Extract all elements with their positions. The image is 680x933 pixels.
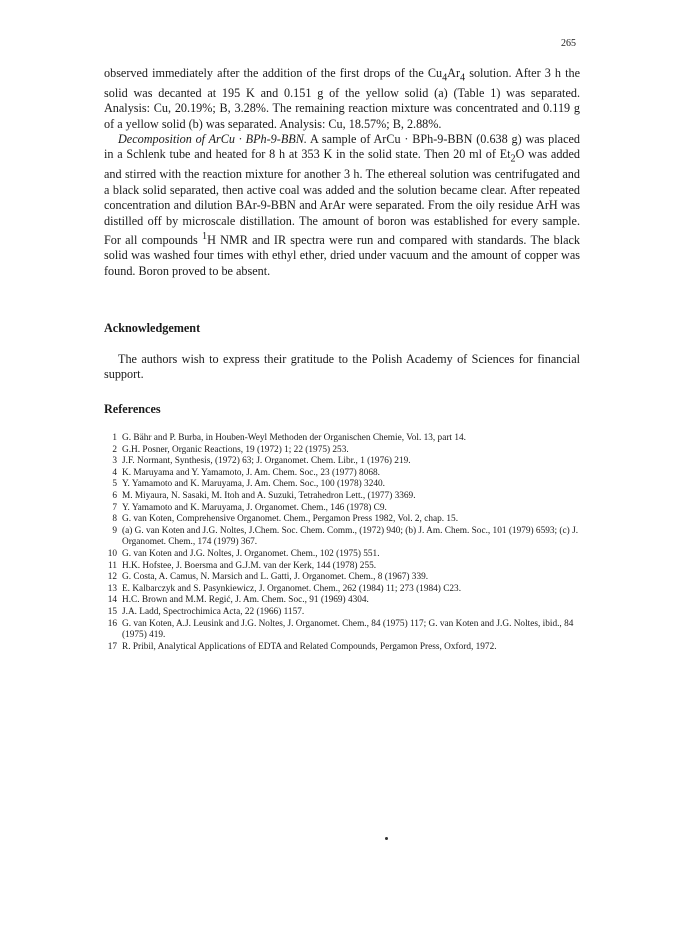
reference-text: G. van Koten and J.G. Noltes, J. Organomet. Chem., 102 (1975) 551. bbox=[122, 548, 380, 559]
reference-item bbox=[104, 514, 580, 526]
paragraph-text: observed immediately after the addition of the first drops of the Cu bbox=[104, 66, 443, 80]
reference-item bbox=[104, 526, 580, 549]
reference-item bbox=[104, 595, 580, 607]
reference-list bbox=[104, 433, 580, 653]
paragraph-text: A sample of ArCu · BPh-9-BBN (0.638 g) was placed in a Schlenk tube and heated for 8 h at 353 K in the solid state. Then 20 ml of Et bbox=[104, 132, 580, 162]
paragraph-experimental-continued bbox=[104, 66, 580, 132]
reference-number: 3 bbox=[112, 456, 117, 467]
reference-number: 13 bbox=[107, 583, 117, 594]
run-in-heading: Decomposition of ArCu · BPh-9-BBN. bbox=[118, 132, 307, 147]
reference-number: 10 bbox=[107, 548, 117, 559]
reference-number: 2 bbox=[112, 444, 117, 455]
acknowledgement-title: Acknowledgement bbox=[104, 321, 201, 335]
reference-text: M. Miyaura, N. Sasaki, M. Itoh and A. Suzuki, Tetrahedron Lett., (1977) 3369. bbox=[122, 490, 416, 501]
reference-number: 16 bbox=[107, 618, 117, 629]
subscript: 4 bbox=[442, 72, 448, 84]
reference-item bbox=[104, 572, 580, 584]
dot-mark bbox=[385, 837, 388, 840]
reference-text: J.F. Normant, Synthesis, (1972) 63; J. Organomet. Chem. Libr., 1 (1976) 219. bbox=[122, 456, 411, 467]
references-title: References bbox=[104, 402, 161, 416]
reference-item bbox=[104, 491, 580, 503]
reference-number: 1 bbox=[112, 433, 117, 443]
superscript: 1 bbox=[201, 230, 208, 242]
reference-text: H.C. Brown and M.M. Regić, J. Am. Chem. Soc., 91 (1969) 4304. bbox=[122, 595, 369, 606]
paragraph-text: solution. After 3 h the solid was decanted at 195 K and 0.151 g of the yellow solid (a) (Table 1) was separated. Analysis: Cu, 20.19%; B, 3.28%. The remaining reaction mixture was concentrated and 0.119 g of a yellow solid (b) was separated. Analysis: Cu, 18.57%; B, 2.88%. bbox=[104, 66, 580, 131]
subscript: 4 bbox=[460, 72, 466, 84]
reference-text: J.A. Ladd, Spectrochimica Acta, 22 (1966) 1157. bbox=[122, 606, 305, 617]
reference-text: K. Maruyama and Y. Yamamoto, J. Am. Chem. Soc., 23 (1977) 8068. bbox=[122, 467, 380, 478]
reference-item bbox=[104, 584, 580, 596]
reference-number: 14 bbox=[107, 595, 117, 606]
reference-item bbox=[104, 468, 580, 480]
reference-text: Y. Yamamoto and K. Maruyama, J. Am. Chem. Soc., 100 (1978) 3240. bbox=[122, 479, 385, 490]
reference-item bbox=[104, 607, 580, 619]
reference-item bbox=[104, 503, 580, 515]
reference-item bbox=[104, 479, 580, 491]
reference-text: Y. Yamamoto and K. Maruyama, J. Organomet. Chem., 146 (1978) C9. bbox=[122, 502, 387, 513]
reference-item bbox=[104, 642, 580, 654]
page-number: 265 bbox=[561, 38, 576, 49]
reference-number: 8 bbox=[112, 514, 117, 525]
reference-text: G. van Koten, A.J. Leusink and J.G. Noltes, J. Organomet. Chem., 84 (1975) 117; G. van Koten and J.G. Noltes, ibid., 84 (1975) 419. bbox=[122, 618, 574, 641]
reference-number: 4 bbox=[112, 467, 117, 478]
reference-item bbox=[104, 561, 580, 573]
reference-number: 5 bbox=[112, 479, 117, 490]
paragraph-text: H NMR and IR spectra were run and compared with standards. The black solid was washed four times with ethyl ether, dried under vacuum and the amount of copper was found. Boron proved to be absent. bbox=[104, 233, 581, 278]
reference-number: 17 bbox=[107, 641, 117, 652]
reference-number: 12 bbox=[107, 572, 117, 583]
subscript: 2 bbox=[510, 153, 516, 165]
paragraph-text: O was added and stirred with the reaction mixture for another 3 h. The ethereal solution was centrifugated and a black solid separated, then active coal was added and the solution became clear. After repeated concentration and dilution BAr-9-BBN and ArAr were separated. From the oily residue ArH was distilled off by microscale distillation. The amount of boron was established for every sample. For all compounds bbox=[104, 147, 581, 247]
reference-text: (a) G. van Koten and J.G. Noltes, J.Chem. Soc. Chem. Comm., (1972) 940; (b) J. Am. Chem. Soc., 101 (1979) 6593; (c) J. Organomet. Chem., 174 (1979) 367. bbox=[122, 525, 579, 548]
reference-number: 9 bbox=[112, 525, 117, 536]
reference-text: G.H. Posner, Organic Reactions, 19 (1972) 1; 22 (1975) 253. bbox=[122, 444, 349, 455]
reference-item bbox=[104, 445, 580, 457]
acknowledgement-text: The authors wish to express their gratitude to the Polish Academy of Sciences for financial support. bbox=[104, 352, 580, 382]
reference-text: G. Costa, A. Camus, N. Marsich and L. Gatti, J. Organomet. Chem., 8 (1967) 339. bbox=[122, 572, 429, 583]
reference-item bbox=[104, 456, 580, 468]
reference-text: G. Bähr and P. Burba, in Houben-Weyl Methoden der Organischen Chemie, Vol. 13, part 14. bbox=[122, 433, 466, 443]
body-text bbox=[104, 66, 580, 279]
reference-number: 7 bbox=[112, 502, 117, 513]
reference-number: 6 bbox=[112, 490, 117, 501]
reference-number: 11 bbox=[108, 560, 117, 571]
reference-text: R. Pribil, Analytical Applications of EDTA and Related Compounds, Pergamon Press, Oxford, 1972. bbox=[122, 641, 497, 652]
reference-text: E. Kalbarczyk and S. Pasynkiewicz, J. Organomet. Chem., 262 (1984) 11; 273 (1984) C23. bbox=[122, 583, 462, 594]
reference-text: H.K. Hofstee, J. Boersma and G.J.M. van der Kerk, 144 (1978) 255. bbox=[122, 560, 377, 571]
reference-text: G. van Koten, Comprehensive Organomet. Chem., Pergamon Press 1982, Vol. 2, chap. 15. bbox=[122, 514, 459, 525]
paragraph-decomposition bbox=[104, 132, 580, 279]
formula-text: Ar bbox=[447, 66, 461, 80]
reference-item bbox=[104, 619, 580, 642]
reference-item bbox=[104, 433, 580, 445]
reference-item bbox=[104, 549, 580, 561]
reference-number: 15 bbox=[107, 606, 117, 617]
